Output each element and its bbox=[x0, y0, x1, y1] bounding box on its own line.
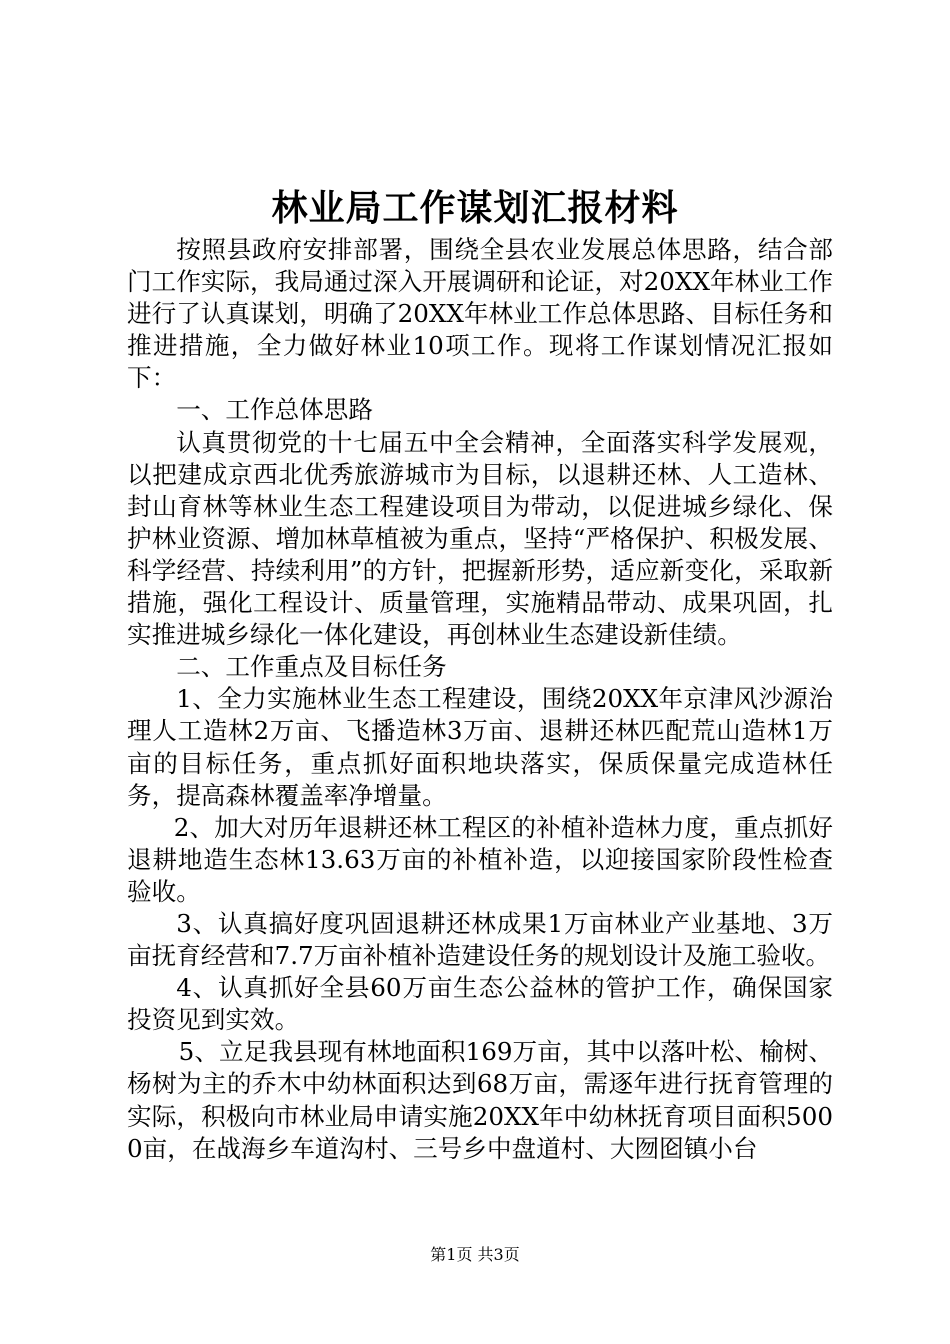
page-total: 共3页 bbox=[477, 1245, 520, 1264]
intro-paragraph: 按照县政府安排部署，围绕全县农业发展总体思路，结合部门工作实际，我局通过深入开展调研和论证，对20XX年林业工作进行了认真谋划，明确了20XX年林业工作总体思路、目标任务和推进措施，全力做好林业10项工作。现将工作谋划情况汇报如下： bbox=[127, 235, 833, 393]
page-footer bbox=[0, 1245, 950, 1265]
task-item-1: 1、全力实施林业生态工程建设，围绕20XX年京津风沙源治理人工造林2万亩、飞播造林3万亩、退耕还林匹配荒山造林1万亩的目标任务，重点抓好面积地块落实，保质保量完成造林任务，提高森林覆盖率净增量。 bbox=[127, 684, 833, 810]
section-heading-1: 一、工作总体思路 bbox=[176, 395, 373, 425]
section-heading-2: 二、工作重点及目标任务 bbox=[176, 652, 447, 682]
task-item-5: 5、立足我县现有林地面积169万亩，其中以落叶松、榆树、杨树为主的乔木中幼林面积达到68万亩，需逐年进行抚育管理的实际，积极向市林业局申请实施20XX年中幼林抚育项目面积5000亩，在战海乡车道沟村、三号乡中盘道村、大囫囵镇小台 bbox=[127, 1037, 833, 1163]
task-item-4: 4、认真抓好全县60万亩生态公益林的管护工作，确保国家投资见到实效。 bbox=[127, 973, 833, 1035]
task-item-2: 2、加大对历年退耕还林工程区的补植补造林力度，重点抓好退耕地造生态林13.63万亩的补植补造，以迎接国家阶段性检查验收。 bbox=[127, 812, 833, 906]
document-title: 林业局工作谋划汇报材料 bbox=[271, 188, 679, 229]
document-body bbox=[127, 234, 833, 1165]
section-1-paragraph: 认真贯彻党的十七届五中全会精神，全面落实科学发展观，以把建成京西北优秀旅游城市为目标，以退耕还林、人工造林、封山育林等林业生态工程建设项目为带动，以促进城乡绿化、保护林业资源、增加林草植被为重点，坚持“严格保护、积极发展、科学经营、持续利用”的方针，把握新形势，适应新变化，采取新措施，强化工程设计、质量管理，实施精品带动、成果巩固，扎实推进城乡绿化一体化建设，再创林业生态建设新佳绩。 bbox=[127, 427, 833, 650]
page-number: 第1页 bbox=[430, 1245, 473, 1264]
task-item-3: 3、认真搞好度巩固退耕还林成果1万亩林业产业基地、3万亩抚育经营和7.7万亩补植补造建设任务的规划设计及施工验收。 bbox=[127, 908, 833, 971]
